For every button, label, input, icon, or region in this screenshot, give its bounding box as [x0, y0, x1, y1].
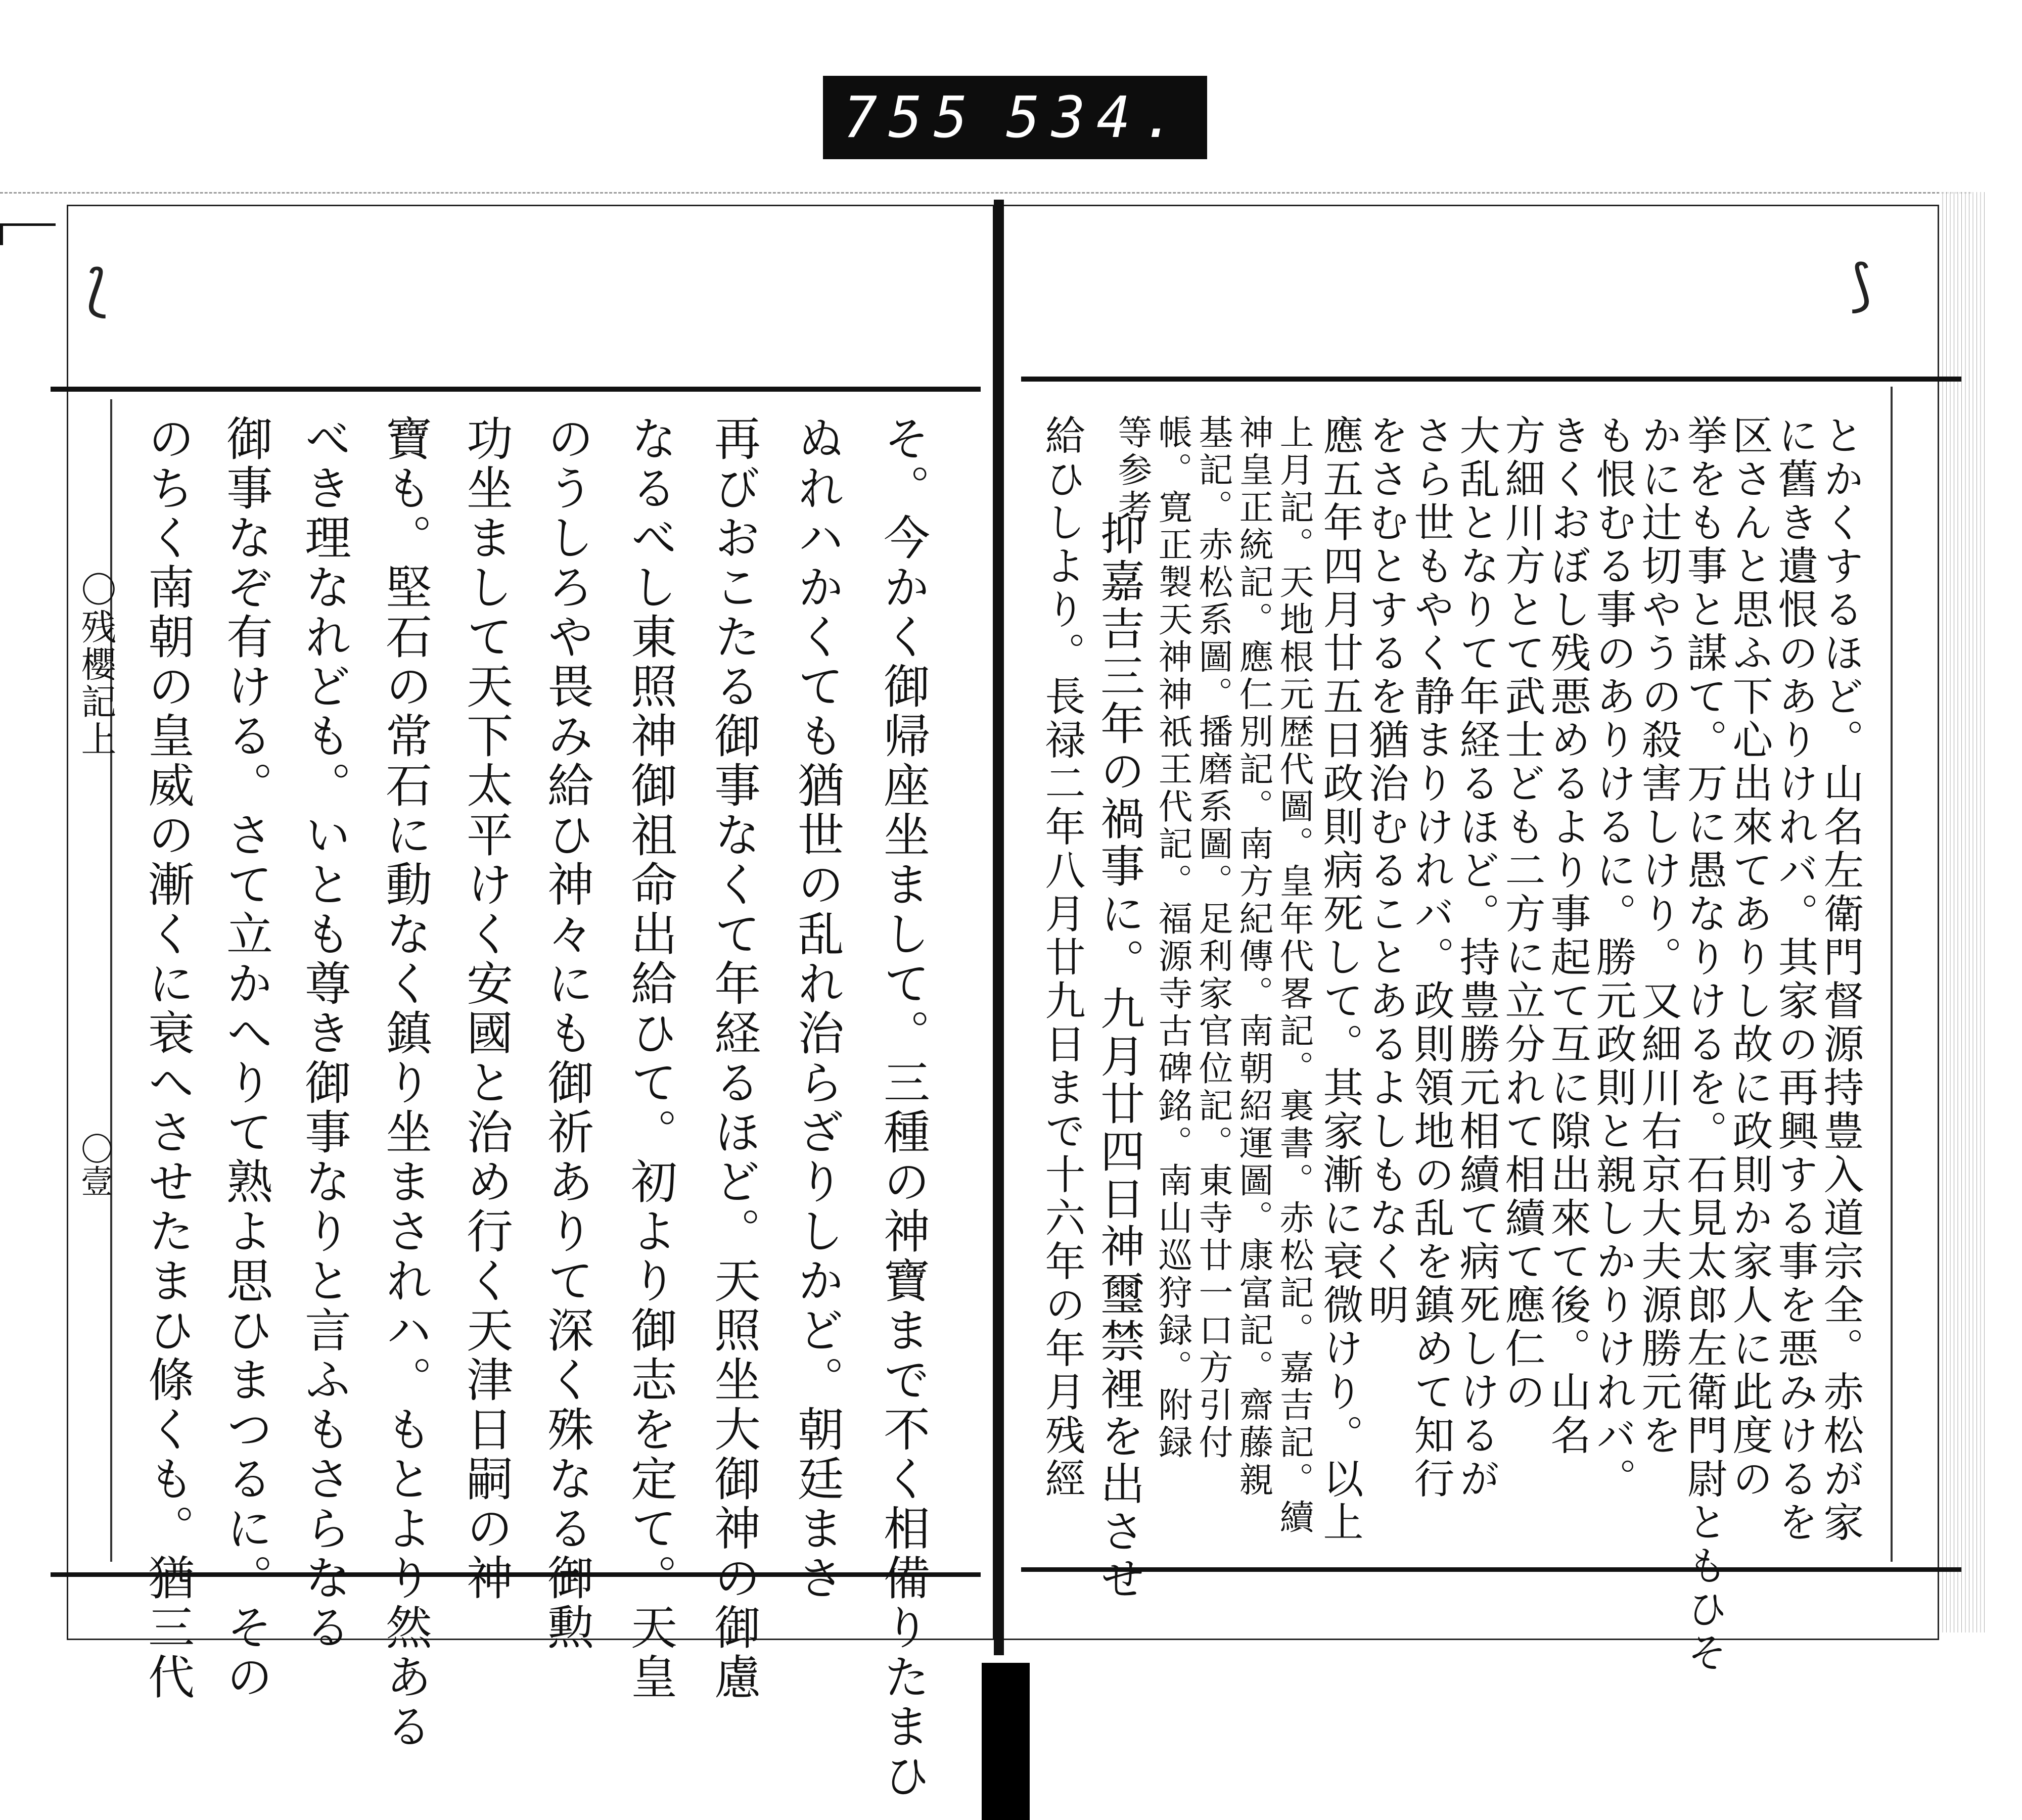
folio-number: 〇壹: [75, 1132, 113, 1197]
right-text-column: 上月記。天地根元歴代圖。皇年代畧記。裏書。赤松記。嘉吉記。續: [1274, 414, 1314, 1536]
right-text-column: に舊き遺恨のありけれバ。其家の再興する事を悪みけるを: [1771, 414, 1818, 1545]
spread-top-edge: [0, 192, 1971, 198]
right-text-column: 挙をも事と謀て。万に愚なりけるを。石見太郎左衛門尉ともひそ: [1680, 414, 1727, 1675]
catalog-label-bar: [823, 76, 1207, 159]
left-text-column: べき理なれども。いとも尊き御事なりと言ふもさらなる: [297, 414, 351, 1653]
right-text-column: 給ひしより。長禄二年八月廿九日まで十六年の年月残經: [1038, 414, 1085, 1501]
gutter-tab: [982, 1663, 1030, 1820]
left-text-column: 功坐まして天下太平けく安國と治め行く天津日嗣の神: [459, 414, 513, 1603]
right-text-column: かに辻切やうの殺害しけり。又細川右京大夫源勝元を: [1635, 414, 1682, 1458]
left-text-column: 再びおこたる御事なくて年経るほど。天照坐大御神の御慮: [707, 414, 761, 1702]
book-gutter: [994, 200, 1004, 1655]
right-text-column: 大乱となりて年経るほど。持豊勝元相續て病死しけるが: [1453, 414, 1500, 1501]
right-text-column: 方細川方とて武士ども二方に立分れて相續て應仁の: [1498, 414, 1545, 1414]
right-text-column: 区さんと思ふ下心出來てありし故に政則か家人に此度の: [1726, 414, 1773, 1501]
right-text-column: 帳。寛正製天神神祇王代記。福源寺古碑銘。南山巡狩録。附録: [1153, 414, 1192, 1462]
left-text-column: のちく南朝の皇威の漸くに衰へさせたまひ條くも。猶三代: [141, 414, 195, 1702]
right-text-column: とかくするほど。山名左衛門督源持豊入道宗全。赤松が家: [1817, 414, 1864, 1545]
right-text-column: 神皇正統記。應仁別記。南方紀傳。南朝紹運圖。康富記。齋藤親: [1233, 414, 1273, 1499]
left-edge-mark: [0, 223, 56, 226]
right-text-column: きくおぼし残悪めるより事起て互に隙出來て後。山名: [1544, 414, 1591, 1458]
running-title: 〇残櫻記上: [75, 571, 117, 758]
right-text-column: 基記。赤松系圖。播磨系圖。足利家官位記。東寺廿一口方引付: [1193, 414, 1233, 1462]
catalog-number-left: 755: [843, 84, 979, 151]
right-text-column: 等参考: [1112, 414, 1152, 527]
left-text-column: 寶も。堅石の常石に動なく鎮り坐まされハ。もとより然ある: [378, 414, 432, 1752]
right-text-column: も恨むる事のありけるに。勝元政則と親しかりけれバ。: [1589, 414, 1636, 1501]
left-edge-mark-vertical: [0, 225, 3, 245]
left-text-column: 御事なぞ有ける。さて立かへりて熟よ思ひまつるに。その: [219, 414, 273, 1702]
left-text-column: そ。今かく御帰座坐まして。三種の神寶まで不く相備りたまひ: [876, 414, 930, 1801]
corner-ornament-right: ⟆: [1850, 253, 1872, 317]
right-margin-rule: [1891, 387, 1893, 1562]
left-text-column: ぬれハかくても猶世の乱れ治らざりしかど。朝廷まさ: [790, 414, 844, 1603]
left-text-column: なるべし東照神御祖命出給ひて。初より御志を定て。天皇: [623, 414, 677, 1702]
corner-ornament-left: ⟅: [86, 258, 108, 322]
right-text-column: 應五年四月廿五日政則病死して。其家漸に衰微けり。以上: [1316, 414, 1363, 1545]
catalog-number-right: 534.: [1006, 84, 1187, 151]
left-text-column: のうしろや畏み給ひ神々にも御祈ありて深く殊なる御勲: [540, 414, 594, 1653]
right-text-column: さら世もやく静まりけれバ。政則領地の乱を鎮めて知行: [1407, 414, 1454, 1501]
right-text-column: 抑嘉吉三年の禍事に。九月廿四日神璽禁裡を出させ: [1093, 510, 1145, 1603]
right-text-column: をさむとするを猶治むることあるよしもなく明: [1362, 414, 1409, 1327]
